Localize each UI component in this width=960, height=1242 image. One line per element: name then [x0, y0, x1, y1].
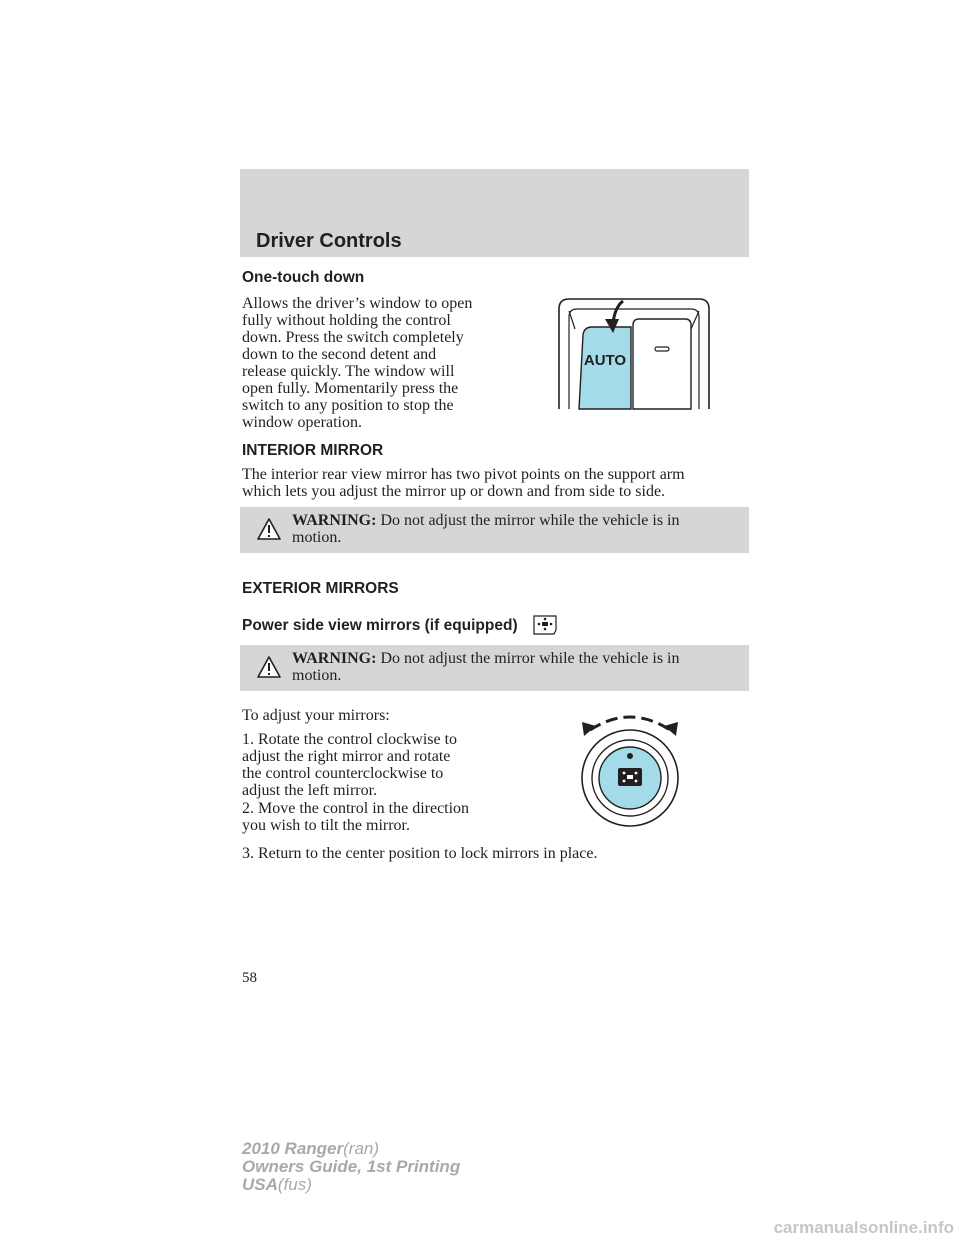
text-line: open fully. Momentarily press the: [242, 380, 459, 397]
power-mirrors-subheading: Power side view mirrors (if equipped): [242, 617, 518, 634]
warning-text: [292, 650, 732, 684]
text-line: the control counterclockwise to: [242, 765, 444, 782]
interior-mirror-heading: INTERIOR MIRROR: [242, 442, 384, 459]
footer-model: 2010 Ranger: [242, 1139, 344, 1158]
rotation-arrow: [590, 717, 670, 730]
adjust-step-1: [242, 731, 512, 799]
interior-mirror-paragraph: [242, 466, 685, 500]
passenger-switch: [633, 319, 691, 409]
footer-edition: Owners Guide, 1st Printing: [242, 1157, 461, 1176]
text-line: adjust the left mirror.: [242, 782, 378, 799]
text-line: fully without holding the control: [242, 312, 451, 329]
text-line: 1. Rotate the control clockwise to: [242, 731, 458, 748]
warning-message: Do not adjust the mirror while the vehicle is in: [380, 512, 680, 529]
footer-market: USA: [242, 1175, 278, 1194]
text-line: which lets you adjust the mirror up or down and from side to side.: [242, 483, 666, 500]
adjust-intro: To adjust your mirrors:: [242, 707, 390, 724]
text-line: release quickly. The window will: [242, 363, 455, 380]
mirror-control-icon: [530, 612, 560, 636]
adjust-step-3: 3. Return to the center position to lock mirrors in place.: [242, 845, 598, 862]
document-footer: [242, 1140, 460, 1194]
warning-label: WARNING:: [292, 512, 381, 529]
footer-market-code: (fus): [277, 1175, 312, 1194]
text-line: window operation.: [242, 414, 362, 431]
text-line: adjust the right mirror and rotate: [242, 748, 451, 765]
warning-triangle-icon: [257, 656, 281, 678]
text-line: Allows the driver’s window to open: [242, 295, 473, 312]
footer-model-code: (ran): [343, 1139, 380, 1158]
section-title: Driver Controls: [256, 230, 402, 252]
window-switch-illustration: [555, 295, 713, 413]
adjust-step-2: [242, 800, 512, 834]
mirror-knob-illustration: [560, 700, 700, 830]
warning-message-cont: motion.: [292, 667, 342, 684]
warning-message-cont: motion.: [292, 529, 342, 546]
auto-label: AUTO: [583, 352, 627, 369]
text-line: switch to any position to stop the: [242, 397, 454, 414]
text-line: you wish to tilt the mirror.: [242, 817, 410, 834]
warning-label: WARNING:: [292, 650, 381, 667]
warning-box: [240, 645, 749, 691]
text-line: down. Press the switch completely: [242, 329, 464, 346]
text-line: 2. Move the control in the direction: [242, 800, 470, 817]
warning-box: [240, 507, 749, 553]
one-touch-paragraph: [242, 295, 512, 431]
text-line: down to the second detent and: [242, 346, 437, 363]
exterior-mirrors-heading: EXTERIOR MIRRORS: [242, 580, 399, 597]
warning-message: Do not adjust the mirror while the vehicle is in: [380, 650, 680, 667]
warning-text: [292, 512, 732, 546]
text-line: The interior rear view mirror has two pivot points on the support arm: [242, 466, 685, 483]
warning-triangle-icon: [257, 518, 281, 540]
watermark: carmanualsonline.info: [773, 1218, 954, 1237]
one-touch-heading: One-touch down: [242, 269, 365, 286]
page-number: 58: [242, 970, 257, 986]
section-header: [240, 169, 749, 257]
